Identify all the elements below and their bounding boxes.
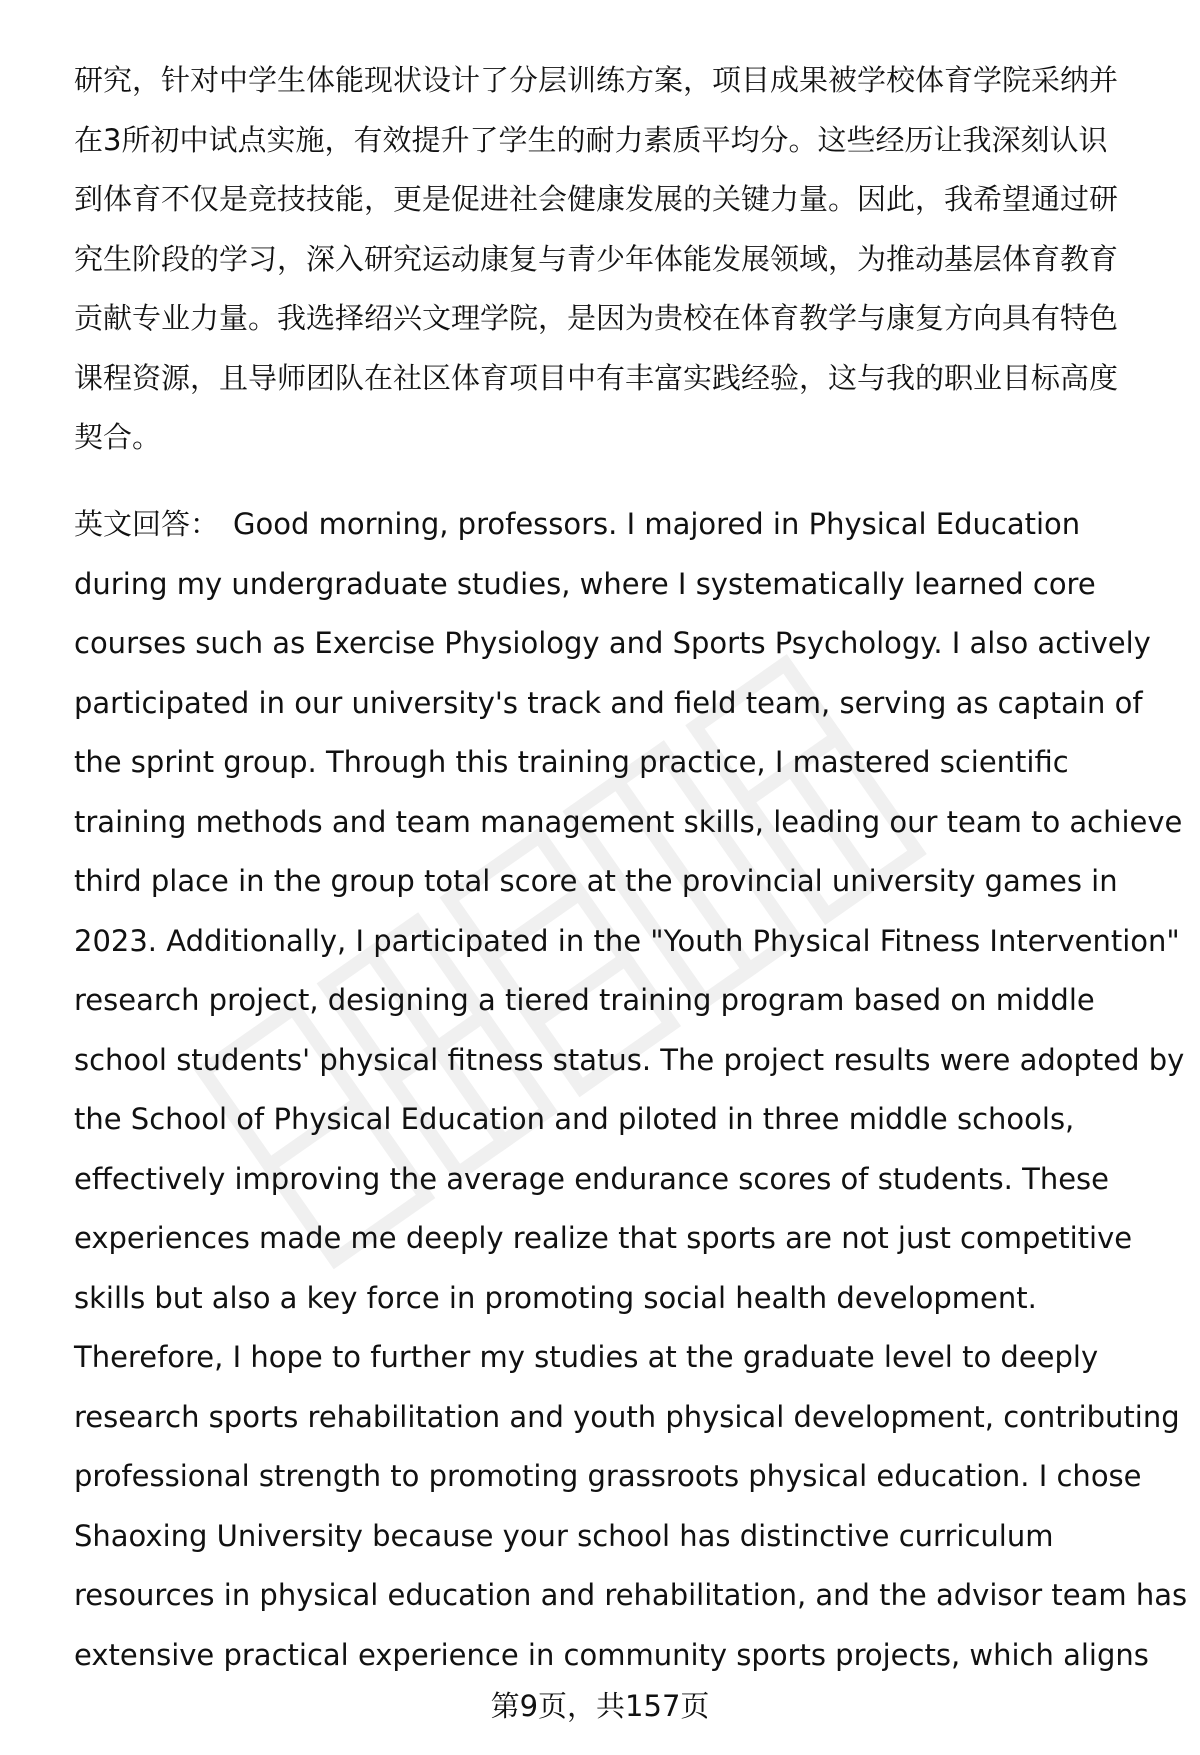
en-line: research sports rehabilitation and youth physical development, contributing <box>74 1399 1180 1434</box>
cn-line: 到体育不仅是竞技技能，更是促进社会健康发展的关键力量。因此，我希望通过研 <box>74 182 1119 216</box>
english-answer-paragraph <box>74 495 1188 1685</box>
en-line: resources in physical education and rehabilitation, and the advisor team has <box>74 1578 1188 1612</box>
en-line: professional strength to promoting grassroots physical education. I chose <box>74 1459 1142 1493</box>
en-line: the School of Physical Education and piloted in three middle schools, <box>74 1102 1075 1136</box>
chinese-paragraph <box>74 51 1154 468</box>
cn-line: 贡献专业力量。我选择绍兴文理学院，是因为贵校在体育教学与康复方向具有特色 <box>74 301 1119 335</box>
en-line: skills but also a key force in promoting social health development. <box>74 1280 1037 1315</box>
en-line: research project, designing a tiered training program based on middle <box>74 983 1095 1017</box>
en-line: the sprint group. Through this training practice, I mastered scientific <box>74 745 1069 779</box>
en-line: courses such as Exercise Physiology and Sports Psychology. I also actively <box>74 626 1151 660</box>
en-line: school students' physical fitness status. The project results were adopted by <box>74 1042 1185 1077</box>
cn-line: 课程资源，且导师团队在社区体育项目中有丰富实践经验，这与我的职业目标高度 <box>74 360 1119 395</box>
cn-line: 研究，针对中学生体能现状设计了分层训练方案，项目成果被学校体育学院采纳并 <box>74 63 1119 97</box>
en-line: experiences made me deeply realize that sports are not just competitive <box>74 1221 1133 1255</box>
en-line: Therefore, I hope to further my studies at the graduate level to deeply <box>74 1340 1099 1374</box>
en-line: training methods and team management skills, leading our team to achieve <box>74 804 1183 839</box>
en-line: during my undergraduate studies, where I systematically learned core <box>74 566 1096 601</box>
en-line: Shaoxing University because your school has distinctive curriculum <box>74 1518 1054 1553</box>
en-line: extensive practical experience in community sports projects, which aligns <box>74 1637 1149 1672</box>
en-line-first <box>74 495 1154 555</box>
cn-line: 在3所初中试点实施，有效提升了学生的耐力素质平均分。这些经历让我深刻认识 <box>74 122 1108 157</box>
en-line: 2023. Additionally, I participated in the "Youth Physical Fitness Intervention" <box>74 923 1180 958</box>
en-line: effectively improving the average endurance scores of students. These <box>74 1161 1109 1196</box>
english-answer-label: 英文回答： <box>74 507 220 541</box>
en-line-text: Good morning, professors. I majored in Physical Education <box>233 507 1081 541</box>
cn-line: 究生阶段的学习，深入研究运动康复与青少年体能发展领域，为推动基层体育教育 <box>74 241 1119 276</box>
en-line: participated in our university's track and field team, serving as captain of <box>74 685 1143 720</box>
cn-line: 契合。 <box>74 420 162 454</box>
page-number-footer: 第9页，共157页 <box>490 1689 710 1723</box>
en-line: third place in the group total score at the provincial university games in <box>74 864 1118 898</box>
